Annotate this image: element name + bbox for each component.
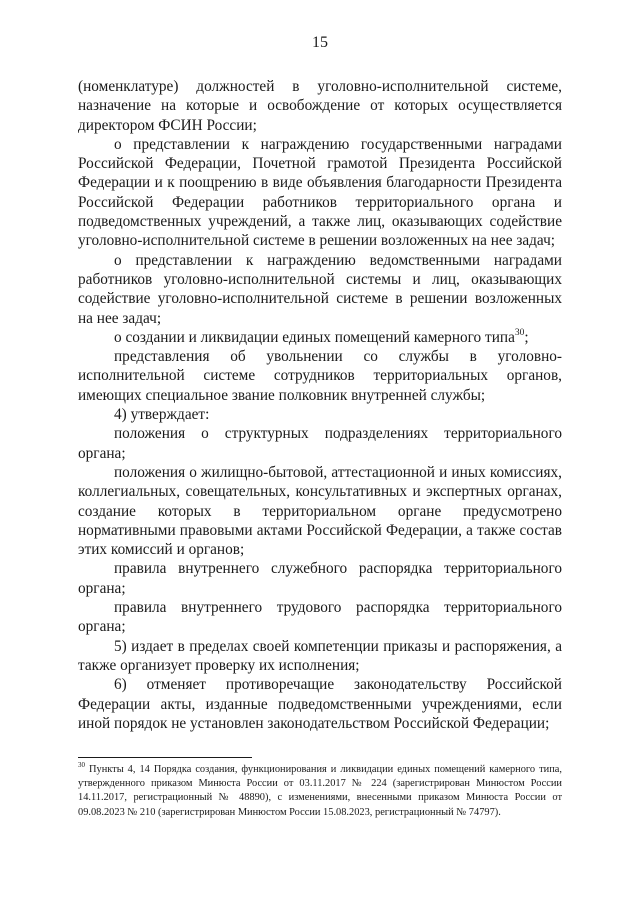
footnote [78, 760, 562, 820]
paragraph-commissions: положения о жилищно-бытовой, аттестационной и иных комиссиях, коллегиальных, совещательных, консультативных и экспертных органах, создание которых в территориальном органе предусмотрено нормативными правовыми актами Российской Федерации, а также состав этих комиссий и органов; [78, 463, 562, 559]
paragraph-approves-heading: 4) утверждает: [114, 406, 210, 424]
paragraph-cell-premises-suffix: ; [524, 328, 529, 346]
footnote-separator [78, 757, 252, 758]
paragraph-structural-units: положения о структурных подразделениях территориального органа; [78, 425, 562, 462]
paragraph-service-rules: правила внутреннего служебного распорядка территориального органа; [78, 560, 562, 597]
footnote-marker: 30 [78, 760, 85, 769]
paragraph-nomenclature-cont: (номенклатуре) должностей в уголовно-исполнительной системе, назначение на которые и освобождение от которых осуществляется директором ФСИН России; [78, 78, 562, 134]
document-body [78, 77, 562, 733]
paragraph-cancels-acts: 6) отменяет противоречащие законодательству Российской Федерации акты, изданные подведомственными учреждениями, если иной порядок не установлен законодательством Российской Федерации; [78, 676, 562, 732]
page-number: 15 [312, 34, 328, 51]
footnote-reference[interactable]: 30 [514, 327, 525, 338]
paragraph-cell-premises-text: о создании и ликвидации единых помещений камерного типа [114, 328, 515, 346]
paragraph-labor-rules: правила внутреннего трудового распорядка территориального органа; [78, 599, 562, 636]
paragraph-dismissal: представления об увольнении со службы в уголовно-исполнительной системе сотрудников территориальных органов, имеющих специальное звание полковник внутренней службы; [78, 348, 562, 404]
paragraph-state-awards: о представлении к награждению государственными наградами Российской Федерации, Почетной грамотой Президента Российской Федерации и к поощрению в виде объявления благодарности Президента Российской Федерации работников территориального органа и подведомственных учреждений, а также лиц, оказывающих содействие уголовно-исполнительной системе в решении возложенных на нее задач; [78, 135, 562, 250]
paragraph-departmental-awards: о представлении к награждению ведомственными наградами работников уголовно-исполнительной системы и лиц, оказывающих содействие уголовно-исполнительной системе в решении возложенных на нее задач; [78, 251, 562, 327]
paragraph-orders: 5) издает в пределах своей компетенции приказы и распоряжения, а также организует проверку их исполнения; [78, 637, 562, 674]
paragraph-cell-premises [78, 328, 562, 347]
footnote-text: Пункты 4, 14 Порядка создания, функционирования и ликвидации единых помещений камерного типа, утвержденного приказом Минюста России от 03.11.2017 № 224 (зарегистрирован Минюстом России 14.11.2017, регистрационный № 48890), с изменениями, внесенными приказом Минюста России от 09.08.2023 № 210 (зарегистрирован Минюстом России 15.08.2023, регистрационный № 74797). [78, 764, 562, 818]
